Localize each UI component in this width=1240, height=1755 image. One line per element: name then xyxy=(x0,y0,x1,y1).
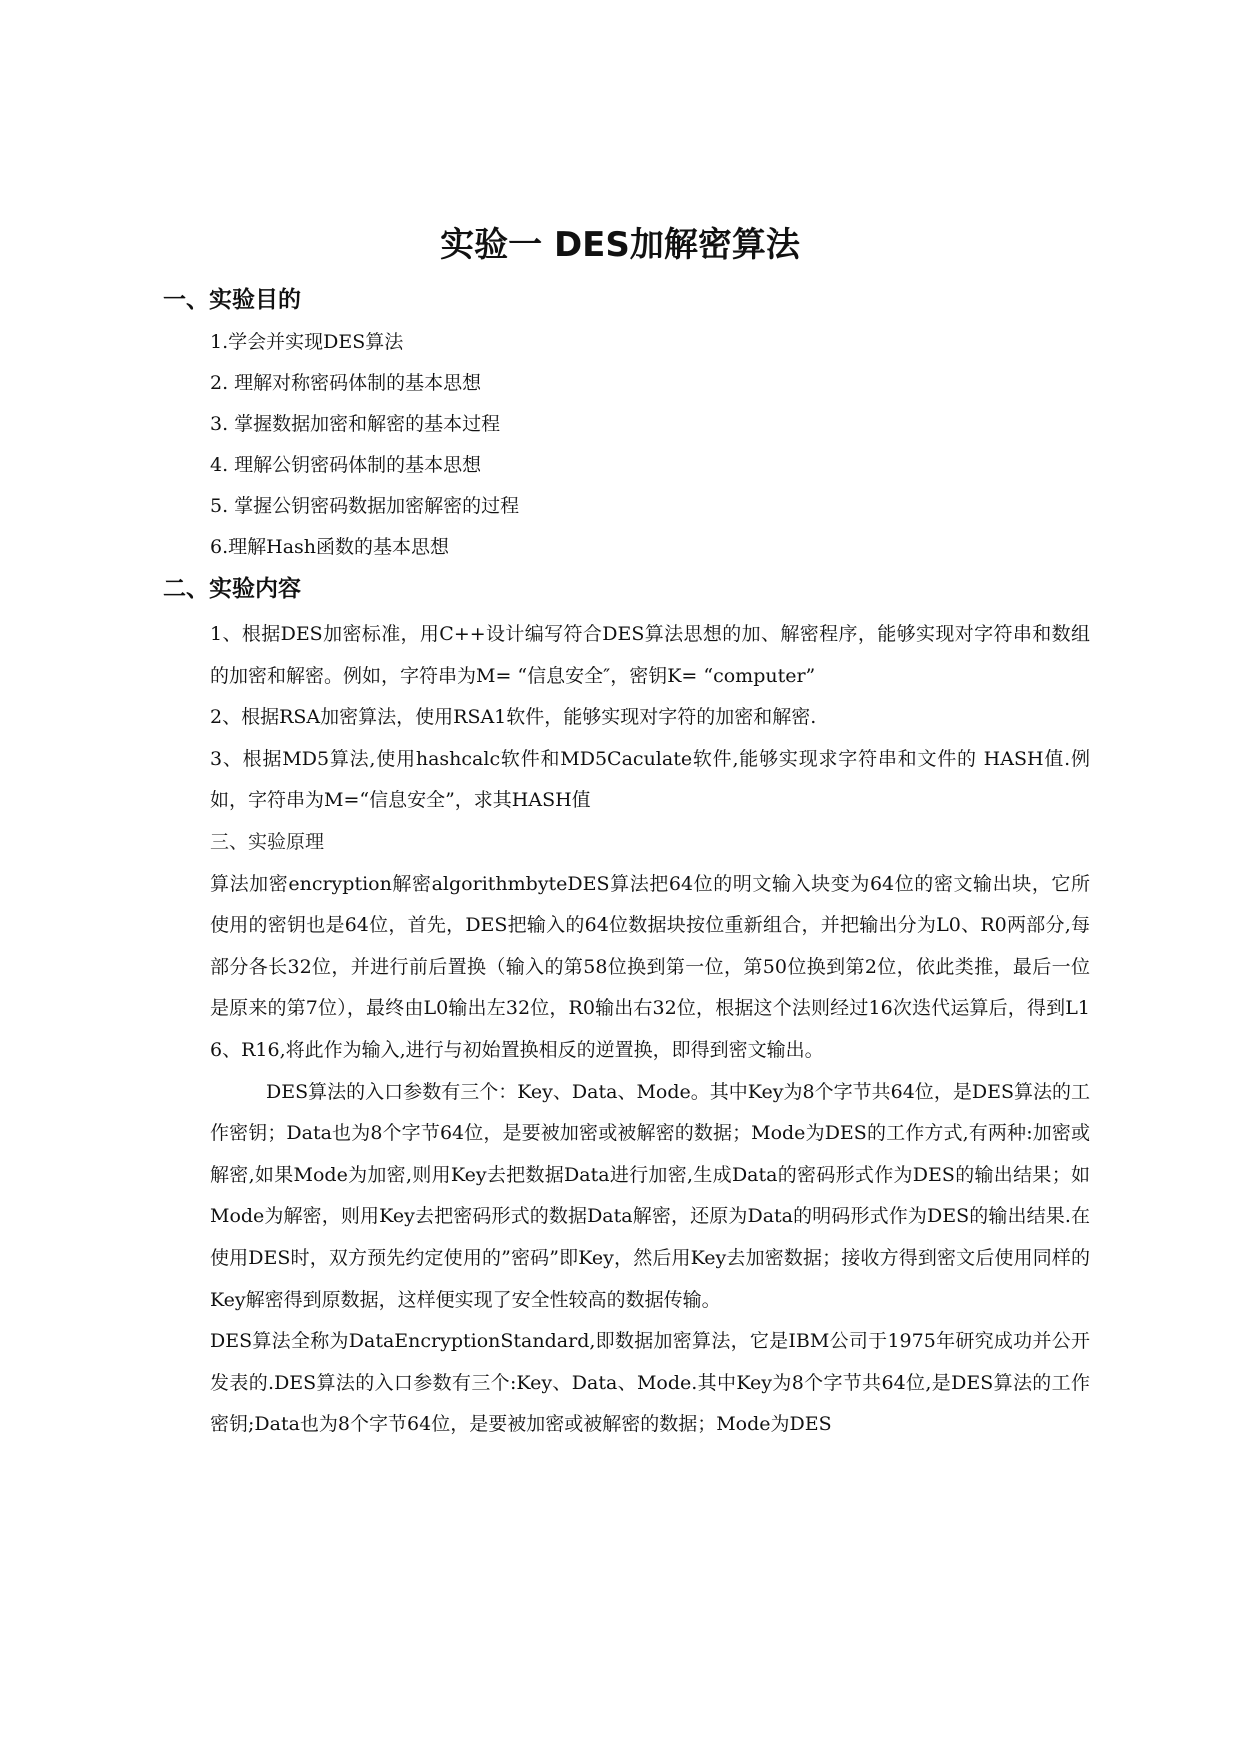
principle-paragraph: DES算法全称为DataEncryptionStandard,即数据加密算法，它是IBM公司于1975年研究成功并公开发表的.DES算法的入口参数有三个:Key、Data、Mode.其中Key为8个字节共64位,是DES算法的工作密钥;Data也为8个字节64位，是要被加密或被解密的数据；Mode为DES xyxy=(210,1330,1090,1436)
objectives-list xyxy=(210,322,519,568)
objective-item: 5. 掌握公钥密码数据加密解密的过程 xyxy=(210,495,520,517)
content-paragraph: 2、根据RSA加密算法，使用RSA1软件，能够实现对字符的加密和解密. xyxy=(210,706,817,729)
content-body xyxy=(210,614,1090,1446)
document-title: 实验一 DES加解密算法 xyxy=(440,225,800,265)
section-heading-content: 二、实验内容 xyxy=(163,576,301,602)
objective-item: 4. 理解公钥密码体制的基本思想 xyxy=(210,454,482,476)
section-heading-objectives: 一、实验目的 xyxy=(163,287,301,313)
section-heading-principle: 三、实验原理 xyxy=(210,830,325,853)
objective-item: 2. 理解对称密码体制的基本思想 xyxy=(210,372,482,394)
objective-item: 6.理解Hash函数的基本思想 xyxy=(210,536,450,558)
objective-item: 1.学会并实现DES算法 xyxy=(210,331,404,353)
objective-item: 3. 掌握数据加密和解密的基本过程 xyxy=(210,413,501,435)
content-paragraph: 3、根据MD5算法,使用hashcalc软件和MD5Caculate软件,能够实现求字符串和文件的 HASH值.例如，字符串为M=“信息安全”，求其HASH值 xyxy=(210,747,1090,812)
principle-paragraph: DES算法的入口参数有三个：Key、Data、Mode。其中Key为8个字节共64位，是DES算法的工作密钥；Data也为8个字节64位，是要被加密或被解密的数据；Mode为DES的工作方式,有两种:加密或解密,如果Mode为加密,则用Key去把数据Data进行加密,生成Data的密码形式作为DES的输出结果；如Mode为解密，则用Key去把密码形式的数据Data解密，还原为Data的明码形式作为DES的输出结果.在使用DES时，双方预先约定使用的”密码”即Key，然后用Key去加密数据；接收方得到密文后使用同样的Key解密得到原数据，这样便实现了安全性较高的数据传输。 xyxy=(210,1080,1090,1311)
principle-paragraph: 算法加密encryption解密algorithmbyteDES算法把64位的明文输入块变为64位的密文输出块，它所使用的密钥也是64位，首先，DES把输入的64位数据块按位重新组合，并把输出分为L0、R0两部分,每部分各长32位，并进行前后置换（输入的第58位换到第一位，第50位换到第2位，依此类推，最后一位是原来的第7位），最终由L0输出左32位，R0输出右32位，根据这个法则经过16次迭代运算后，得到L16、R16,将此作为输入,进行与初始置换相反的逆置换，即得到密文输出。 xyxy=(210,872,1090,1061)
content-paragraph: 1、根据DES加密标准，用C++设计编写符合DES算法思想的加、解密程序，能够实现对字符串和数组的加密和解密。例如，字符串为M= “信息安全″，密钥K= “computer” xyxy=(210,623,1090,687)
